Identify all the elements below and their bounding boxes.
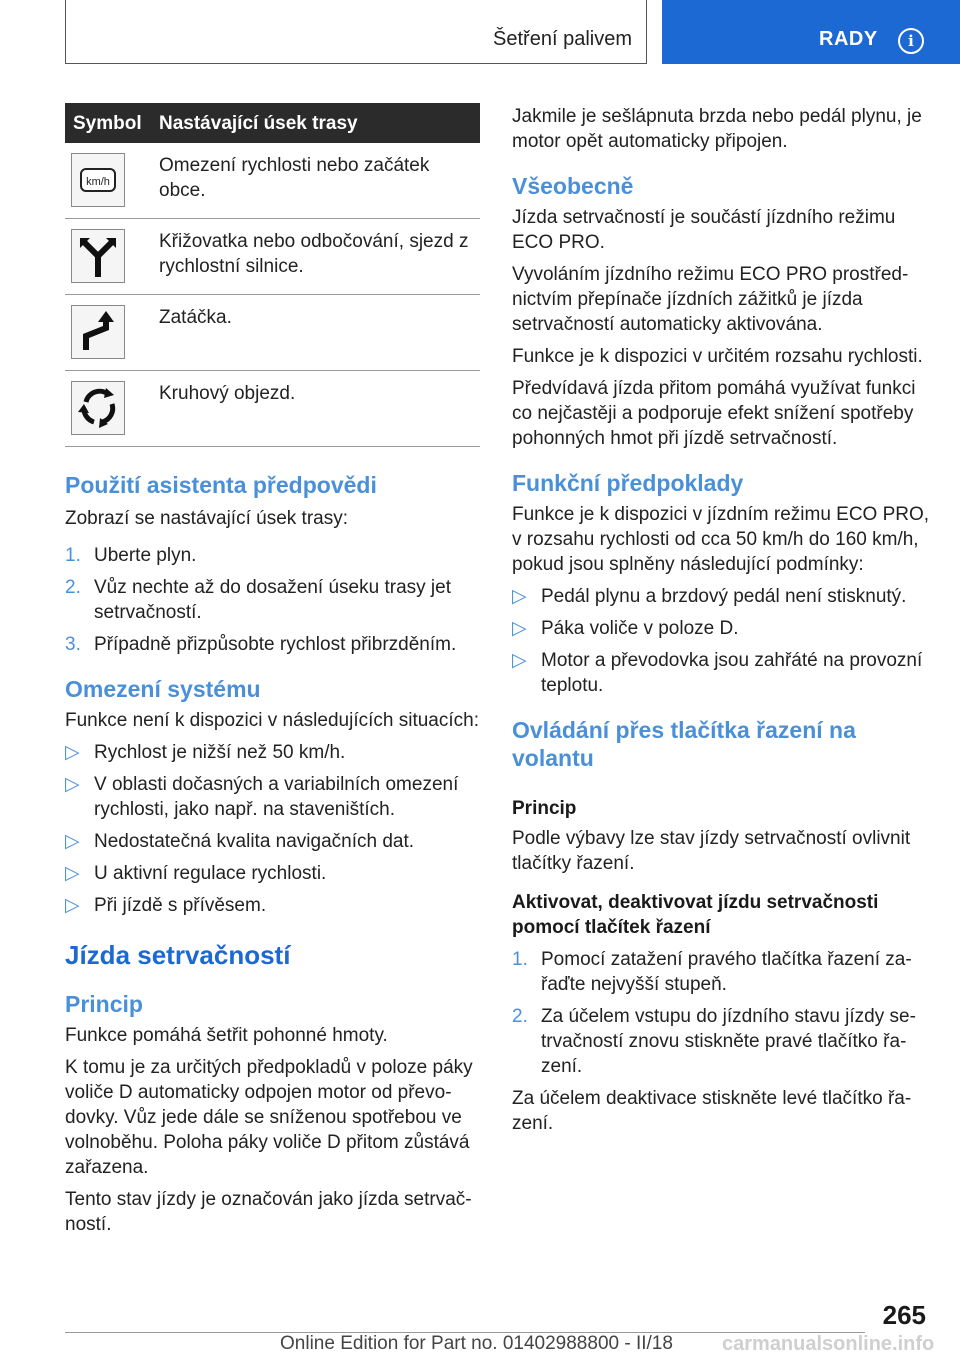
- header-section-title: Šetření palivem: [493, 28, 632, 50]
- assist-section: [65, 471, 480, 1237]
- curve-icon: [71, 305, 125, 359]
- list-item: ▷ Páka voliče v poloze D.: [512, 618, 739, 639]
- p-top: Jakmile je sešlápnuta brzda nebo pedál plynu, je motor opět automaticky připojen.: [512, 106, 922, 152]
- list-item: 1. Pomocí zatažení pravého tlačítka řazení zařaďte nejvyšší stupeň.: [512, 949, 912, 995]
- table-row: [65, 143, 480, 219]
- info-icon[interactable]: i: [898, 28, 924, 54]
- table-row: [65, 295, 480, 371]
- principle-p2: K tomu je za určitých předpokladů v poloze páky voliče D automaticky odpojen motor od převodovky. Vůz jede dále se sníženou spotřebou ve volnoběhu. Poloha páky voliče D přitom zůstává zařazena.: [65, 1057, 473, 1178]
- heading-prereq: Funkční předpoklady: [512, 470, 744, 496]
- prereq-intro: Funkce je k dispozici v jízdním režimu ECO PRO, v rozsahu rychlosti od cca 50 km/h do 160 km/h, pokud jsou splněny následující podmínky:: [512, 504, 930, 575]
- heading-assist: Použití asistenta předpovědi: [65, 472, 377, 498]
- row-description: Křižovatka nebo odbočování, sjezd z rychlostní silnice.: [159, 231, 469, 277]
- general-p3: Funkce je k dispozici v určitém rozsahu rychlosti.: [512, 346, 923, 367]
- heading-principle: Princip: [65, 991, 143, 1017]
- list-item: ▷ U aktivní regulace rychlosti.: [65, 863, 327, 884]
- heading-paddles: Ovládání přes tlačítka řazení na volantu: [512, 717, 856, 771]
- principle-p3: Tento stav jízdy je označován jako jízda setrvačností.: [65, 1189, 472, 1235]
- list-item: 1. Uberte plyn.: [65, 545, 197, 566]
- page-number: 265: [882, 1300, 926, 1330]
- route-symbol-table: [65, 103, 480, 447]
- general-p2: Vyvoláním jízdního režimu ECO PRO prostřednictvím přepínače jízdních zážitků je jízda setrvačností automaticky aktivována.: [512, 264, 909, 335]
- row-description: Kruhový objezd.: [159, 383, 296, 404]
- limits-intro: Funkce není k dispozici v následujících situacích:: [65, 710, 479, 731]
- header-tab-label: RADY: [819, 28, 878, 50]
- table-row: [65, 219, 480, 295]
- heading-limits: Omezení systému: [65, 676, 261, 702]
- list-item: ▷ Pedál plynu a brzdový pedál není stisknutý.: [512, 586, 907, 607]
- row-description: Omezení rychlosti nebo začátek obce.: [159, 155, 430, 201]
- deactivate-p: Za účelem deaktivace stiskněte levé tlačítko řazení.: [512, 1088, 912, 1134]
- right-column: [512, 104, 930, 1136]
- heading-general: Všeobecně: [512, 173, 634, 199]
- footer-edition: Online Edition for Part no. 01402988800 - II/18: [280, 1333, 673, 1354]
- principle-p1: Funkce pomáhá šetřit pohonné hmoty.: [65, 1025, 388, 1046]
- speed-limit-icon: [71, 153, 125, 207]
- roundabout-icon: [71, 381, 125, 435]
- junction-icon: [71, 229, 125, 283]
- list-item: 3. Případně přizpůsobte rychlost přibrzděním.: [65, 634, 457, 655]
- speed-limit-icon-text: km/h: [86, 176, 110, 188]
- list-item: ▷ Rychlost je nižší než 50 km/h.: [65, 742, 346, 763]
- table-row: [65, 371, 480, 447]
- list-item: ▷ Nedostatečná kvalita navigačních dat.: [65, 831, 415, 852]
- row-description: Zatáčka.: [159, 307, 232, 328]
- list-item: ▷ Motor a převodovka jsou zahřáté na provozní teplotu.: [512, 650, 923, 696]
- list-item: ▷ V oblasti dočasných a variabilních omezení rychlosti, jako např. na staveništích.: [65, 774, 459, 820]
- assist-intro: Zobrazí se nastávající úsek trasy:: [65, 508, 349, 529]
- heading-coasting: Jízda setrvačností: [65, 940, 291, 970]
- principle2-p: Podle výbavy lze stav jízdy setrvačností ovlivnit tlačítky řazení.: [512, 828, 911, 874]
- heading-principle2: Princip: [512, 798, 577, 819]
- table-header-symbol: Symbol: [73, 113, 142, 134]
- header-section-box: [65, 0, 647, 64]
- heading-toggle: Aktivovat, deaktivovat jízdu setrvačnosti pomocí tlačítek řazení: [512, 892, 879, 938]
- general-p4: Předvídavá jízda přitom pomáhá využívat funkci co nejčastěji a podporuje efekt snížení spotřeby pohonných hmot při jízdě setrvačností.: [512, 378, 916, 449]
- list-item: 2. Za účelem vstupu do jízdního stavu jízdy setrvačností znovu stiskněte pravé tlačítko řazení.: [512, 1006, 916, 1077]
- general-p1: Jízda setrvačností je součástí jízdního režimu ECO PRO.: [512, 207, 896, 253]
- table-header-desc: Nastávající úsek trasy: [159, 113, 358, 134]
- table-header: [65, 103, 480, 143]
- list-item: ▷ Při jízdě s přívěsem.: [65, 895, 267, 916]
- header-tab-tips[interactable]: [662, 0, 960, 64]
- watermark: carmanualsonline.info: [722, 1333, 935, 1355]
- list-item: 2. Vůz nechte až do dosažení úseku trasy jet setrvačností.: [65, 577, 451, 623]
